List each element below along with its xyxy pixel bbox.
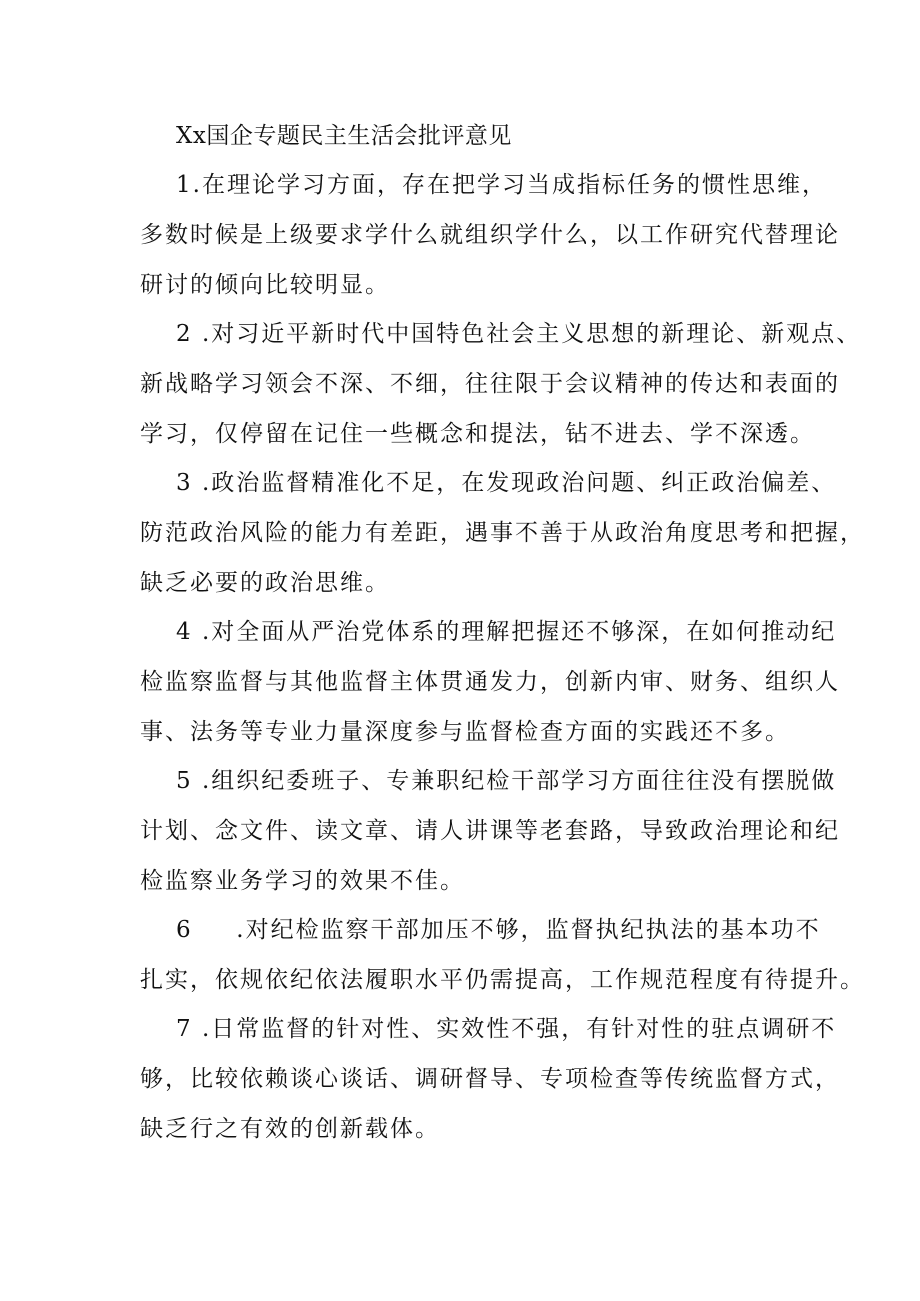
paragraph-line: 多数时候是上级要求学什么就组织学什么，以工作研究代替理论: [140, 222, 840, 248]
paragraph-line: 6 .对纪检监察干部加压不够，监督执纪执法的基本功不: [176, 917, 821, 943]
paragraph-line: 1.在理论学习方面，存在把学习当成指标任务的惯性思维，: [176, 172, 827, 198]
paragraph-line: 4 .对全面从严治党体系的理解把握还不够深，在如何推动纪: [176, 619, 837, 645]
paragraph-line: 检监察监督与其他监督主体贯通发力，创新内审、财务、组织人: [140, 669, 840, 695]
paragraph-line: 事、法务等专业力量深度参与监督检查方面的实践还不多。: [140, 719, 790, 745]
document-title: Xx国企专题民主生活会批评意见: [176, 123, 512, 149]
paragraph-line: 够，比较依赖谈心谈话、调研督导、专项检查等传统监督方式，: [140, 1066, 840, 1092]
paragraph-line: 缺乏行之有效的创新载体。: [140, 1116, 440, 1142]
paragraph-line: 扎实，依规依纪依法履职水平仍需提高，工作规范程度有待提升。: [140, 967, 865, 993]
paragraph-line: 新战略学习领会不深、不细，往往限于会议精神的传达和表面的: [140, 371, 840, 397]
paragraph-line: 2 .对习近平新时代中国特色社会主义思想的新理论、新观点、: [176, 321, 862, 347]
paragraph-line: 5 .组织纪委班子、专兼职纪检干部学习方面往往没有摆脱做: [176, 768, 837, 794]
paragraph-line: 计划、念文件、读文章、请人讲课等老套路，导致政治理论和纪: [140, 818, 840, 844]
paragraph-line: 检监察业务学习的效果不佳。: [140, 868, 465, 894]
paragraph-line: 学习，仅停留在记住一些概念和提法，钻不进去、学不深透。: [140, 421, 815, 447]
paragraph-line: 3 .政治监督精准化不足，在发现政治问题、纠正政治偏差、: [176, 470, 837, 496]
paragraph-line: 7 .日常监督的针对性、实效性不强，有针对性的驻点调研不: [176, 1016, 837, 1042]
paragraph-line: 研讨的倾向比较明显。: [140, 272, 390, 298]
paragraph-line: 缺乏必要的政治思维。: [140, 570, 390, 596]
paragraph-line: 防范政治风险的能力有差距，遇事不善于从政治角度思考和把握，: [140, 520, 865, 546]
